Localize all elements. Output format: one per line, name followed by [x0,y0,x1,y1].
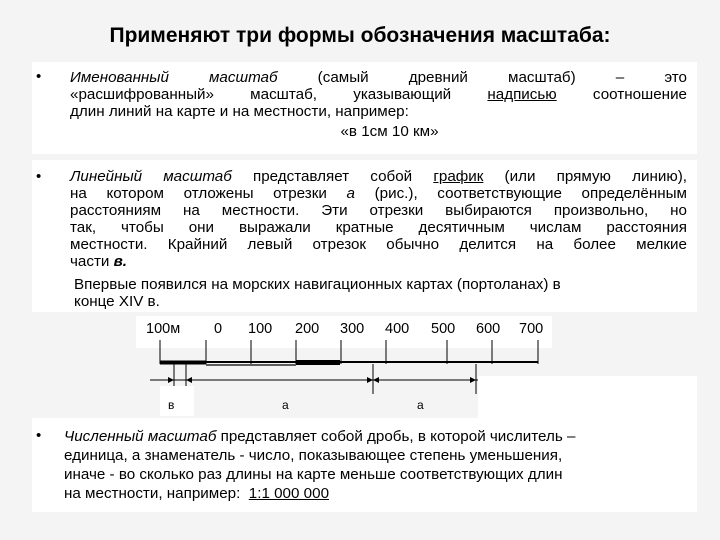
numeric-scale-text [64,427,690,503]
scale-label-300: 300 [340,321,365,337]
numeric-line-1: Численный масштаб представляет собой дробь, в которой числитель – [64,428,576,445]
label-patch-v [160,386,194,416]
numeric-line-3: иначе - во сколько раз длины на карте меньше соответствующих длин [64,466,563,483]
scale-label-700: 700 [519,321,544,337]
figure-right-patch [478,376,697,418]
scale-bar-segment-solid [296,360,340,365]
linear-scale-term: Линейный масштаб [70,168,232,185]
arrow-icon-1 [168,377,174,383]
underlined-word-graph: график [433,168,484,185]
history-line-1: Впервые появился на морских навигационных картах (портоланах) в [74,276,561,293]
linear-line-3: расстояниям на местности. Эти отрезки выбираются произвольно, но [70,202,687,219]
segment-label-v: в [168,398,175,412]
scale-label-100: 100 [248,321,273,337]
bullet-linear: • [36,168,42,185]
scale-label-400: 400 [385,321,410,337]
segment-label-a2: а [417,398,424,412]
named-line-2: «расшифрованный» масштаб, указывающий надписью соотношение [70,86,687,103]
arrow-icon-2 [186,377,192,383]
numeric-line-2: единица, а знаменатель - число, показывающее степень уменьшения, [64,447,563,464]
slide-title: Применяют три формы обозначения масштаба: [109,24,611,47]
arrow-icon-4 [373,377,379,383]
scale-label-0: 0 [214,321,223,337]
arrow-icon-3 [367,377,373,383]
linear-line-5: местности. Крайний левый отрезок обычно делится на более мелкие [70,236,687,253]
bullet-named: • [36,68,42,85]
scale-label-200: 200 [295,321,320,337]
bullet-numeric: • [36,427,42,444]
numeric-scale-term: Численный масштаб [64,428,217,445]
linear-line-6: части в. [70,253,128,270]
history-line-2: конце XIV в. [74,293,160,310]
segment-label-a1: а [282,398,289,412]
underlined-word-inscription: надписью [487,86,557,103]
numeric-example: 1:1 000 000 [248,485,330,502]
linear-line-1: Линейный масштаб представляет собой график (или прямую линию), [70,168,687,185]
named-line-1: Именованный масштаб (самый древний масштаб) – это [70,69,688,86]
linear-line-2: на котором отложены отрезки а (рис.), соответствующие определённым [70,185,687,202]
scale-label-500: 500 [431,321,456,337]
scale-label-100m: 100м [146,321,181,337]
linear-line-4: так, чтобы они выражали кратные десятичным числам расстояния [70,219,687,236]
named-example: «в 1см 10 км» [340,123,439,140]
named-scale-term: Именованный масштаб [70,69,278,86]
scale-bar-left-solid [160,361,206,365]
scale-label-600: 600 [476,321,501,337]
named-line-3: длин линий на карте и на местности, например: [70,103,409,120]
numeric-line-4: на местности, например: 1:1 000 000 [64,485,330,502]
arrow-icon-5 [470,377,476,383]
